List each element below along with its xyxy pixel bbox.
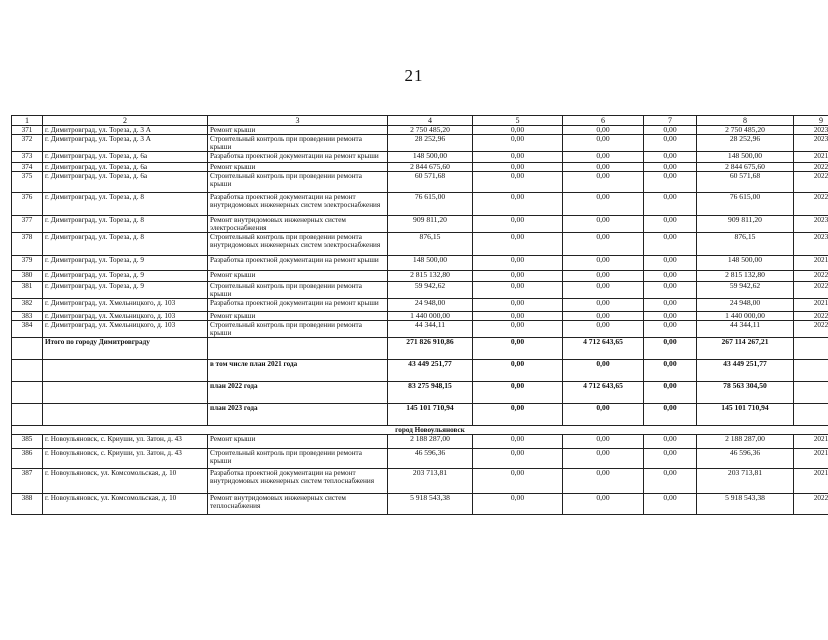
amount-cell: 0,00 [563,321,644,338]
row-number: 386 [12,449,43,469]
address-cell: г. Димитровград, ул. Тореза, д. 8 [43,233,208,256]
empty-cell [208,338,388,360]
address-cell: г. Димитровград, ул. Тореза, д. 3 А [43,135,208,152]
amount-cell: 0,00 [563,193,644,216]
amount-cell: 0,00 [563,152,644,163]
work-type-cell: Разработка проектной документации на ремонт крыши [208,256,388,271]
work-type-cell: Ремонт крыши [208,312,388,321]
amount-cell: 0,00 [473,271,563,282]
table-row [12,172,828,193]
year-cell: 2022 [794,163,828,172]
city-section-row [12,426,828,435]
total-row [12,382,828,404]
address-cell: г. Димитровград, ул. Тореза, д. 9 [43,256,208,271]
year-cell: 2022 [794,312,828,321]
row-number: 376 [12,193,43,216]
table-row [12,435,828,449]
row-number: 375 [12,172,43,193]
amount-cell: 0,00 [473,163,563,172]
empty-cell [43,404,208,426]
year-cell: 2021 [794,469,828,494]
amount-cell: 2 815 132,80 [697,271,794,282]
table-row [12,126,828,135]
amount-cell: 876,15 [697,233,794,256]
empty-cell [12,404,43,426]
column-header: 3 [208,116,388,126]
year-cell: 2022 [794,494,828,515]
empty-cell [794,404,828,426]
total-amount: 0,00 [563,404,644,426]
total-label: Итого по городу Димитровграду [43,338,208,360]
amount-cell: 0,00 [473,152,563,163]
work-type-cell: Строительный контроль при проведении ремонта крыши [208,321,388,338]
column-header: 4 [388,116,473,126]
amount-cell: 76 615,00 [697,193,794,216]
amount-cell: 0,00 [563,282,644,299]
column-number-row [12,116,828,126]
total-amount: 0,00 [644,382,697,404]
amount-cell: 0,00 [473,256,563,271]
amount-cell: 2 188 287,00 [388,435,473,449]
address-cell: г. Димитровград, ул. Тореза, д. 3 А [43,126,208,135]
total-amount: 4 712 643,65 [563,338,644,360]
total-label: в том числе план 2021 года [208,360,388,382]
address-cell: г. Димитровград, ул. Хмельницкого, д. 103 [43,321,208,338]
amount-cell: 0,00 [644,494,697,515]
row-number: 381 [12,282,43,299]
amount-cell: 44 344,11 [697,321,794,338]
amount-cell: 0,00 [473,494,563,515]
column-header: 1 [12,116,43,126]
total-amount: 0,00 [644,360,697,382]
amount-cell: 76 615,00 [388,193,473,216]
amount-cell: 59 942,62 [697,282,794,299]
year-cell: 2021 [794,152,828,163]
work-type-cell: Строительный контроль при проведении ремонта крыши [208,449,388,469]
amount-cell: 0,00 [563,126,644,135]
total-amount: 0,00 [473,382,563,404]
year-cell: 2022 [794,172,828,193]
total-row [12,338,828,360]
work-type-cell: Ремонт внутридомовых инженерных систем электроснабжения [208,216,388,233]
data-table [11,115,828,515]
amount-cell: 60 571,68 [697,172,794,193]
table-row [12,469,828,494]
work-type-cell: Строительный контроль при проведении ремонта внутридомовых инженерных систем электроснабжения [208,233,388,256]
total-row [12,404,828,426]
table-row [12,299,828,312]
year-cell: 2022 [794,321,828,338]
year-cell: 2021 [794,299,828,312]
address-cell: г. Димитровград, ул. Хмельницкого, д. 103 [43,312,208,321]
table-row [12,449,828,469]
work-type-cell: Ремонт крыши [208,163,388,172]
amount-cell: 0,00 [563,163,644,172]
amount-cell: 0,00 [563,494,644,515]
work-type-cell: Разработка проектной документации на ремонт крыши [208,299,388,312]
year-cell: 2022 [794,282,828,299]
year-cell: 2022 [794,271,828,282]
amount-cell: 0,00 [644,469,697,494]
total-amount: 0,00 [473,338,563,360]
amount-cell: 0,00 [644,299,697,312]
amount-cell: 0,00 [473,126,563,135]
year-cell: 2023 [794,126,828,135]
amount-cell: 0,00 [644,216,697,233]
city-section-title: город Новоульяновск [12,426,828,435]
amount-cell: 46 596,36 [388,449,473,469]
column-header: 5 [473,116,563,126]
empty-cell [43,382,208,404]
work-type-cell: Строительный контроль при проведении ремонта крыши [208,172,388,193]
empty-cell [12,338,43,360]
total-amount: 4 712 643,65 [563,382,644,404]
empty-cell [43,360,208,382]
total-amount: 145 101 710,94 [388,404,473,426]
amount-cell: 2 844 675,60 [388,163,473,172]
total-label: план 2023 года [208,404,388,426]
address-cell: г. Новоульяновск, ул. Комсомольская, д. 10 [43,494,208,515]
total-amount: 78 563 304,50 [697,382,794,404]
table-row [12,321,828,338]
amount-cell: 46 596,36 [697,449,794,469]
amount-cell: 0,00 [644,435,697,449]
amount-cell: 148 500,00 [388,152,473,163]
table-row [12,494,828,515]
total-amount: 0,00 [644,404,697,426]
row-number: 373 [12,152,43,163]
amount-cell: 0,00 [563,435,644,449]
amount-cell: 2 750 485,20 [388,126,473,135]
column-header: 9 [794,116,828,126]
row-number: 382 [12,299,43,312]
amount-cell: 59 942,62 [388,282,473,299]
year-cell: 2021 [794,435,828,449]
amount-cell: 1 440 000,00 [697,312,794,321]
row-number: 388 [12,494,43,515]
work-type-cell: Строительный контроль при проведении ремонта крыши [208,282,388,299]
amount-cell: 24 948,00 [697,299,794,312]
address-cell: г. Димитровград, ул. Тореза, д. 6а [43,172,208,193]
amount-cell: 0,00 [563,449,644,469]
column-header: 7 [644,116,697,126]
empty-cell [794,338,828,360]
amount-cell: 0,00 [644,256,697,271]
table-row [12,216,828,233]
address-cell: г. Димитровград, ул. Тореза, д. 6а [43,152,208,163]
table-row [12,271,828,282]
amount-cell: 0,00 [563,172,644,193]
amount-cell: 24 948,00 [388,299,473,312]
work-type-cell: Разработка проектной документации на ремонт крыши [208,152,388,163]
row-number: 377 [12,216,43,233]
year-cell: 2023 [794,216,828,233]
work-type-cell: Разработка проектной документации на ремонт внутридомовых инженерных систем теплоснабжения [208,469,388,494]
table-row [12,135,828,152]
table-row [12,256,828,271]
address-cell: г. Димитровград, ул. Тореза, д. 6а [43,163,208,172]
year-cell: 2023 [794,233,828,256]
amount-cell: 0,00 [644,152,697,163]
amount-cell: 203 713,81 [697,469,794,494]
total-row [12,360,828,382]
row-number: 380 [12,271,43,282]
year-cell: 2021 [794,449,828,469]
amount-cell: 0,00 [644,135,697,152]
address-cell: г. Димитровград, ул. Тореза, д. 9 [43,282,208,299]
total-amount: 0,00 [473,404,563,426]
column-header: 8 [697,116,794,126]
address-cell: г. Новоульяновск, с. Криуши, ул. Затон, д. 43 [43,449,208,469]
row-number: 371 [12,126,43,135]
total-amount: 83 275 948,15 [388,382,473,404]
amount-cell: 0,00 [563,299,644,312]
amount-cell: 0,00 [563,469,644,494]
amount-cell: 1 440 000,00 [388,312,473,321]
total-amount: 43 449 251,77 [388,360,473,382]
amount-cell: 0,00 [473,312,563,321]
amount-cell: 28 252,96 [697,135,794,152]
amount-cell: 2 750 485,20 [697,126,794,135]
row-number: 372 [12,135,43,152]
amount-cell: 0,00 [473,135,563,152]
row-number: 384 [12,321,43,338]
work-type-cell: Строительный контроль при проведении ремонта крыши [208,135,388,152]
row-number: 379 [12,256,43,271]
row-number: 378 [12,233,43,256]
amount-cell: 5 918 543,38 [388,494,473,515]
column-header: 6 [563,116,644,126]
table-row [12,312,828,321]
amount-cell: 203 713,81 [388,469,473,494]
total-amount: 267 114 267,21 [697,338,794,360]
amount-cell: 0,00 [563,233,644,256]
amount-cell: 0,00 [473,469,563,494]
amount-cell: 0,00 [644,233,697,256]
amount-cell: 876,15 [388,233,473,256]
amount-cell: 148 500,00 [697,256,794,271]
amount-cell: 0,00 [563,256,644,271]
amount-cell: 0,00 [473,321,563,338]
year-cell: 2023 [794,135,828,152]
amount-cell: 60 571,68 [388,172,473,193]
amount-cell: 0,00 [473,282,563,299]
amount-cell: 0,00 [644,163,697,172]
total-amount: 0,00 [473,360,563,382]
amount-cell: 0,00 [473,299,563,312]
amount-cell: 909 811,20 [697,216,794,233]
amount-cell: 0,00 [644,193,697,216]
year-cell: 2021 [794,256,828,271]
amount-cell: 0,00 [563,312,644,321]
total-amount: 0,00 [644,338,697,360]
table-row [12,282,828,299]
amount-cell: 0,00 [644,312,697,321]
total-label: план 2022 года [208,382,388,404]
amount-cell: 0,00 [563,271,644,282]
amount-cell: 2 188 287,00 [697,435,794,449]
amount-cell: 0,00 [563,216,644,233]
amount-cell: 5 918 543,38 [697,494,794,515]
amount-cell: 0,00 [473,216,563,233]
amount-cell: 0,00 [644,172,697,193]
row-number: 387 [12,469,43,494]
amount-cell: 44 344,11 [388,321,473,338]
amount-cell: 0,00 [473,233,563,256]
address-cell: г. Новоульяновск, ул. Комсомольская, д. 10 [43,469,208,494]
address-cell: г. Димитровград, ул. Тореза, д. 9 [43,271,208,282]
amount-cell: 0,00 [473,193,563,216]
total-amount: 271 826 910,86 [388,338,473,360]
address-cell: г. Новоульяновск, с. Криуши, ул. Затон, д. 43 [43,435,208,449]
amount-cell: 28 252,96 [388,135,473,152]
amount-cell: 0,00 [563,135,644,152]
empty-cell [794,360,828,382]
amount-cell: 0,00 [473,172,563,193]
total-amount: 43 449 251,77 [697,360,794,382]
table-row [12,163,828,172]
amount-cell: 0,00 [644,449,697,469]
empty-cell [794,382,828,404]
address-cell: г. Димитровград, ул. Тореза, д. 8 [43,193,208,216]
empty-cell [12,382,43,404]
amount-cell: 0,00 [473,449,563,469]
amount-cell: 0,00 [644,271,697,282]
address-cell: г. Димитровград, ул. Хмельницкого, д. 103 [43,299,208,312]
total-amount: 145 101 710,94 [697,404,794,426]
amount-cell: 0,00 [644,282,697,299]
work-type-cell: Ремонт крыши [208,271,388,282]
total-amount: 0,00 [563,360,644,382]
amount-cell: 0,00 [644,321,697,338]
amount-cell: 2 815 132,80 [388,271,473,282]
work-type-cell: Ремонт крыши [208,126,388,135]
amount-cell: 2 844 675,60 [697,163,794,172]
amount-cell: 909 811,20 [388,216,473,233]
work-type-cell: Ремонт крыши [208,435,388,449]
amount-cell: 148 500,00 [697,152,794,163]
address-cell: г. Димитровград, ул. Тореза, д. 8 [43,216,208,233]
row-number: 374 [12,163,43,172]
work-type-cell: Ремонт внутридомовых инженерных систем теплоснабжения [208,494,388,515]
amount-cell: 0,00 [644,126,697,135]
row-number: 385 [12,435,43,449]
page-number: 21 [404,66,424,85]
amount-cell: 148 500,00 [388,256,473,271]
table-row [12,233,828,256]
table-row [12,152,828,163]
work-type-cell: Разработка проектной документации на ремонт внутридомовых инженерных систем электроснабжения [208,193,388,216]
column-header: 2 [43,116,208,126]
table-row [12,193,828,216]
row-number: 383 [12,312,43,321]
amount-cell: 0,00 [473,435,563,449]
year-cell: 2022 [794,193,828,216]
empty-cell [12,360,43,382]
